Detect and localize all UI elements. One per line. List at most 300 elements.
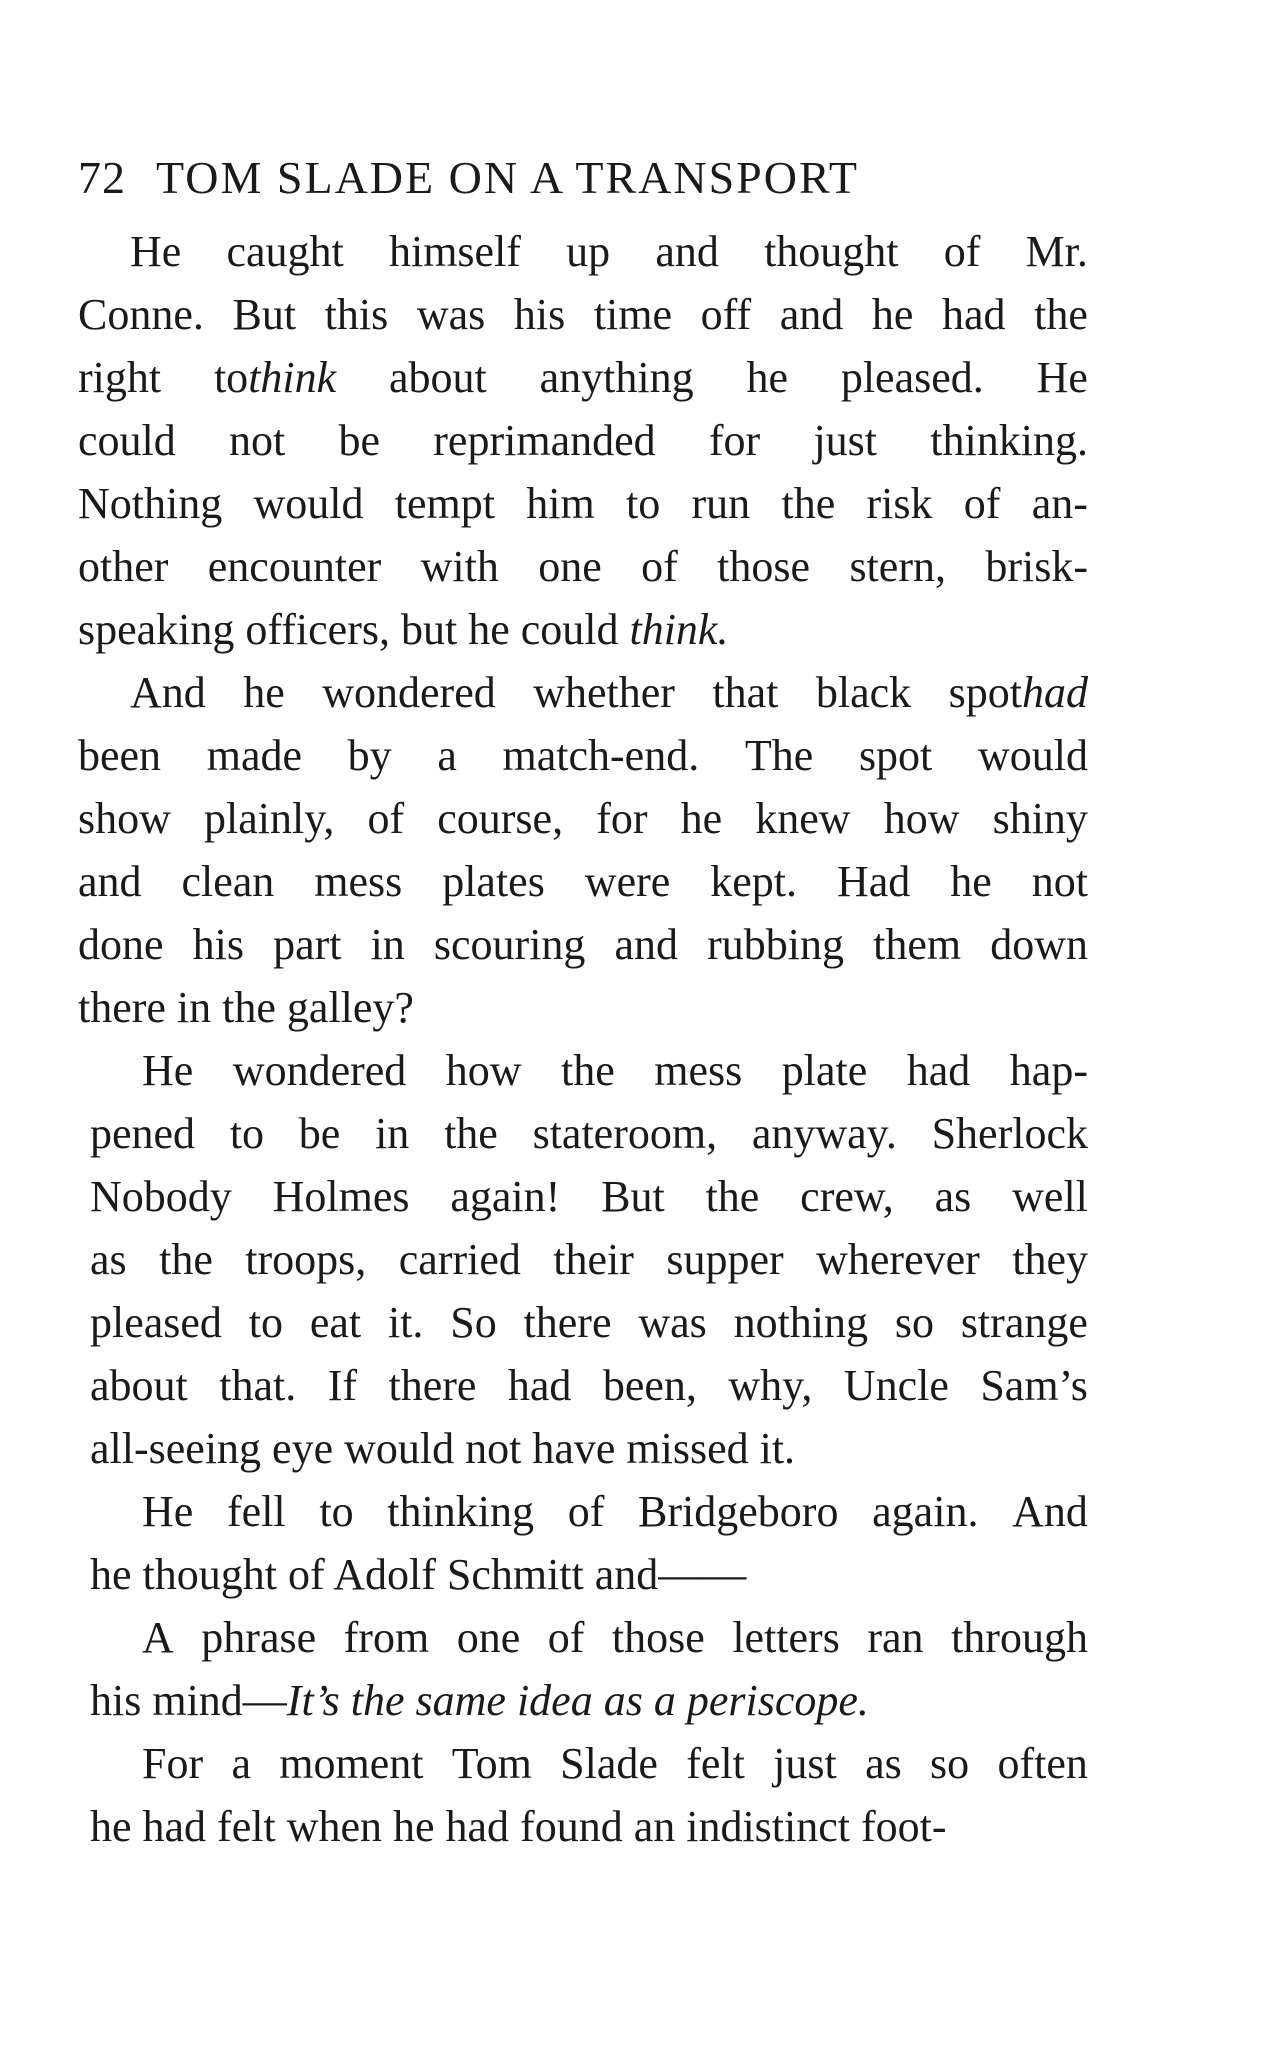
text-segment: scouring <box>433 920 586 969</box>
text-segment: He <box>142 1046 194 1095</box>
page-number: 72 <box>78 152 126 203</box>
word <box>78 346 161 409</box>
text-segment: He <box>142 1487 194 1536</box>
word <box>389 346 487 409</box>
text-segment: to <box>248 1298 283 1347</box>
word <box>159 1228 213 1291</box>
text-segment: plate <box>781 1046 868 1095</box>
text-segment: his mind— <box>90 1676 287 1725</box>
word <box>865 1732 902 1795</box>
text-segment: he <box>243 668 285 717</box>
word <box>712 661 778 724</box>
text-segment: phrase <box>201 1613 317 1662</box>
text-segment: down <box>990 920 1088 969</box>
word <box>232 283 296 346</box>
word <box>734 1291 868 1354</box>
text-segment: that <box>712 668 779 717</box>
text-segment: all-seeing eye would not have missed it. <box>90 1424 796 1473</box>
word <box>514 283 565 346</box>
word <box>728 1354 812 1417</box>
text-line <box>78 1354 1088 1417</box>
word <box>884 787 960 850</box>
text-segment: be <box>338 416 381 465</box>
text-segment: again! <box>450 1172 561 1221</box>
text-segment: of <box>547 1613 585 1662</box>
text-segment: of <box>943 227 981 276</box>
text-segment: had <box>906 1046 971 1095</box>
text-segment: thought <box>764 227 899 276</box>
text-segment: brisk- <box>985 542 1088 591</box>
text-segment: So <box>450 1298 497 1347</box>
text-segment: nothing <box>733 1298 869 1347</box>
word <box>437 787 563 850</box>
text-segment: had <box>507 1361 572 1410</box>
text-segment: for <box>708 416 761 465</box>
word <box>752 1102 897 1165</box>
text-segment: were <box>584 857 671 906</box>
text-segment: from <box>343 1613 430 1662</box>
text-segment: the <box>781 479 836 528</box>
word <box>299 1102 341 1165</box>
text-segment: up <box>566 227 611 276</box>
word <box>245 1228 366 1291</box>
text-line <box>78 913 1088 976</box>
word <box>935 1165 972 1228</box>
word <box>434 913 586 976</box>
word <box>78 850 142 913</box>
word <box>773 1732 837 1795</box>
text-segment: one <box>538 542 602 591</box>
word <box>540 346 694 409</box>
word <box>949 661 1088 724</box>
text-segment: made <box>206 731 303 780</box>
word <box>181 850 274 913</box>
text-segment: knew <box>755 794 851 843</box>
word <box>371 913 405 976</box>
word <box>452 1732 532 1795</box>
word <box>780 283 844 346</box>
word <box>538 535 602 598</box>
text-segment: he <box>746 353 788 402</box>
word <box>638 1291 706 1354</box>
text-segment: an- <box>1031 479 1088 528</box>
text-segment: and <box>78 857 142 906</box>
text-line <box>78 220 1088 283</box>
text-segment: again. <box>872 1487 979 1536</box>
word <box>710 850 797 913</box>
word <box>615 913 679 976</box>
word <box>816 661 911 724</box>
text-segment: often <box>997 1739 1088 1788</box>
word <box>387 1480 534 1543</box>
word <box>930 409 1088 472</box>
text-segment: himself <box>388 227 521 276</box>
text-segment: to <box>229 1109 265 1158</box>
text-segment: and <box>614 920 679 969</box>
word <box>1012 1165 1088 1228</box>
word <box>142 1732 203 1795</box>
text-segment: caught <box>226 227 344 276</box>
text-segment: a <box>437 731 457 780</box>
word <box>872 283 914 346</box>
text-segment: not <box>229 416 286 465</box>
word <box>985 535 1088 598</box>
text-segment: shiny <box>992 794 1088 843</box>
text-segment: stateroom, <box>532 1109 718 1158</box>
word <box>446 1039 522 1102</box>
paragraph <box>78 1606 1088 1732</box>
text-segment: Uncle <box>843 1361 949 1410</box>
paragraph <box>78 220 1088 661</box>
text-line <box>78 1732 1088 1795</box>
word <box>692 472 751 535</box>
text-segment: off <box>700 290 752 339</box>
word <box>450 1291 496 1354</box>
word <box>444 1102 498 1165</box>
word <box>201 1606 316 1669</box>
word <box>561 1039 615 1102</box>
word <box>319 1480 353 1543</box>
text-segment: But <box>601 1172 665 1221</box>
word <box>1026 220 1088 283</box>
text-segment: as <box>934 1172 972 1221</box>
text-segment: his <box>513 290 566 339</box>
text-segment: was <box>638 1298 707 1347</box>
word <box>325 283 389 346</box>
text-segment: just <box>773 1739 837 1788</box>
word <box>78 724 161 787</box>
text-segment: in <box>375 1109 410 1158</box>
text-line <box>78 346 1088 409</box>
word <box>78 535 168 598</box>
word <box>90 1165 232 1228</box>
word <box>219 1354 296 1417</box>
text-segment: not <box>1031 857 1088 906</box>
word <box>560 1732 658 1795</box>
italic-text: had <box>1021 668 1088 717</box>
word <box>399 1228 521 1291</box>
word <box>388 1354 476 1417</box>
text-segment: mess <box>314 857 403 906</box>
text-segment: there <box>388 1361 477 1410</box>
word <box>745 724 813 787</box>
word <box>78 787 171 850</box>
word <box>849 535 946 598</box>
text-line <box>78 1669 1088 1732</box>
text-line <box>78 1291 1088 1354</box>
word <box>873 913 961 976</box>
text-segment: troops, <box>245 1235 367 1284</box>
word <box>78 283 204 346</box>
text-segment: would <box>253 479 364 528</box>
word <box>895 1291 934 1354</box>
text-segment: encounter <box>207 542 382 591</box>
text-segment: of <box>567 1487 605 1536</box>
text-segment: it. <box>387 1298 424 1347</box>
text-segment: risk <box>866 479 933 528</box>
text-segment: the <box>1034 290 1088 339</box>
text-segment: in <box>370 920 405 969</box>
text-segment: anyway. <box>751 1109 897 1158</box>
text-segment: Had <box>836 857 911 906</box>
word <box>961 1291 1088 1354</box>
word <box>1032 472 1088 535</box>
text-segment: and <box>779 290 844 339</box>
word <box>207 724 302 787</box>
text-segment: pleased <box>90 1298 222 1347</box>
word <box>90 1354 188 1417</box>
word <box>1034 283 1088 346</box>
word <box>800 1165 894 1228</box>
text-line <box>78 1039 1088 1102</box>
text-segment: A <box>142 1613 174 1662</box>
word <box>78 472 222 535</box>
text-segment: had <box>941 290 1006 339</box>
word <box>344 1606 430 1669</box>
word <box>526 472 594 535</box>
text-segment: this <box>324 290 389 339</box>
text-segment: thinking <box>387 1487 534 1536</box>
word <box>130 661 206 724</box>
text-segment: by <box>347 731 392 780</box>
text-segment: their <box>553 1235 634 1284</box>
word <box>872 1480 978 1543</box>
word <box>755 787 850 850</box>
word <box>626 472 660 535</box>
text-segment: just <box>813 416 878 465</box>
text-segment: so <box>930 1739 970 1788</box>
word <box>1037 346 1088 409</box>
text-line <box>78 535 1088 598</box>
text-segment: pened <box>90 1109 196 1158</box>
word <box>231 1732 251 1795</box>
text-segment: how <box>445 1046 522 1095</box>
word <box>942 283 1006 346</box>
word <box>314 850 402 913</box>
text-segment: so <box>894 1298 934 1347</box>
text-segment: they <box>1012 1235 1088 1284</box>
word <box>214 346 336 409</box>
word <box>273 913 341 976</box>
text-segment: his <box>192 920 244 969</box>
word <box>524 1291 612 1354</box>
text-segment: about <box>389 353 487 402</box>
text-line <box>78 1606 1088 1669</box>
text-segment: of <box>641 542 678 591</box>
text-segment: how <box>883 794 960 843</box>
text-line <box>78 598 1088 661</box>
text-segment: But <box>232 290 297 339</box>
paragraph <box>78 1039 1088 1480</box>
text-segment: felt <box>686 1739 745 1788</box>
word <box>90 1291 222 1354</box>
word <box>686 1732 745 1795</box>
word <box>638 1480 838 1543</box>
text-segment: speaking officers, but he could <box>78 605 630 654</box>
word <box>601 1165 665 1228</box>
word <box>533 1102 718 1165</box>
word <box>990 913 1088 976</box>
paragraph <box>78 1480 1088 1606</box>
text-segment: Bridgeboro <box>638 1487 839 1536</box>
text-line <box>78 850 1088 913</box>
word <box>130 220 181 283</box>
text-segment: letters <box>732 1613 840 1662</box>
text-line <box>78 724 1088 787</box>
italic-text: think. <box>629 605 729 654</box>
text-segment: The <box>744 731 814 780</box>
text-segment: For <box>142 1739 204 1788</box>
text-segment: hap- <box>1009 1046 1088 1095</box>
text-segment: He <box>1036 353 1088 402</box>
text-segment: the <box>444 1109 498 1158</box>
text-line <box>78 1417 1088 1480</box>
word <box>709 409 760 472</box>
text-segment: And <box>130 668 206 717</box>
word <box>717 535 810 598</box>
text-segment: reprimanded <box>433 416 656 465</box>
italic-text: think <box>248 353 337 402</box>
text-segment: Nothing <box>78 479 223 528</box>
text-segment: done <box>78 920 164 969</box>
text-segment: If <box>327 1361 357 1410</box>
text-segment: mess <box>654 1046 743 1095</box>
word <box>813 409 877 472</box>
word <box>348 724 392 787</box>
word <box>204 787 334 850</box>
text-line <box>78 409 1088 472</box>
text-segment: fell <box>227 1487 286 1536</box>
text-line <box>78 661 1088 724</box>
word <box>328 1354 357 1417</box>
text-segment: run <box>691 479 751 528</box>
text-segment: wondered <box>232 1046 407 1095</box>
text-line <box>78 283 1088 346</box>
text-segment: carried <box>398 1235 521 1284</box>
word <box>503 724 700 787</box>
text-segment: black <box>815 668 912 717</box>
word <box>997 1732 1087 1795</box>
word <box>951 1606 1088 1669</box>
text-segment: the <box>159 1235 213 1284</box>
word <box>964 472 1001 535</box>
text-line <box>78 787 1088 850</box>
text-segment: could <box>78 416 176 465</box>
word <box>437 724 457 787</box>
word <box>339 409 381 472</box>
word <box>90 1102 195 1165</box>
word <box>654 1039 742 1102</box>
word <box>596 787 647 850</box>
text-segment: stern, <box>849 542 946 591</box>
word <box>666 1228 783 1291</box>
text-segment: thinking. <box>930 416 1088 465</box>
text-segment: him <box>526 479 595 528</box>
text-segment: show <box>78 794 171 843</box>
word <box>859 724 932 787</box>
word <box>594 283 672 346</box>
word <box>837 850 910 913</box>
word <box>816 1228 980 1291</box>
word <box>142 1480 193 1543</box>
word <box>1032 850 1088 913</box>
text-segment: of <box>963 479 1001 528</box>
text-line <box>78 1480 1088 1543</box>
word <box>980 1354 1088 1417</box>
text-segment: Nobody <box>90 1172 232 1221</box>
word <box>841 346 984 409</box>
text-line <box>78 472 1088 535</box>
word <box>707 913 844 976</box>
word <box>310 1291 361 1354</box>
text-segment: there <box>523 1298 612 1347</box>
text-segment: through <box>951 1613 1088 1662</box>
text-segment: there in the galley? <box>78 983 414 1032</box>
word <box>867 472 933 535</box>
word <box>1010 1039 1088 1102</box>
text-segment: with <box>420 542 499 591</box>
word <box>566 220 610 283</box>
text-segment: pleased. <box>840 353 984 402</box>
word <box>90 1228 127 1291</box>
text-segment: moment <box>279 1739 424 1788</box>
text-segment: one <box>456 1613 521 1662</box>
word <box>641 535 678 598</box>
word <box>585 850 671 913</box>
word <box>193 913 244 976</box>
word <box>681 787 723 850</box>
word <box>388 1291 423 1354</box>
word <box>254 472 364 535</box>
text-segment: rubbing <box>707 920 845 969</box>
word <box>322 661 496 724</box>
text-segment: would <box>977 731 1088 780</box>
word <box>568 1480 605 1543</box>
word <box>395 472 495 535</box>
word <box>612 1606 705 1669</box>
text-segment: to <box>626 479 661 528</box>
word <box>421 535 499 598</box>
word <box>978 724 1088 787</box>
word <box>450 1165 560 1228</box>
word <box>930 1732 969 1795</box>
word <box>932 1102 1088 1165</box>
text-segment: about <box>90 1361 188 1410</box>
word <box>844 1354 949 1417</box>
word <box>279 1732 423 1795</box>
text-segment: spot <box>858 731 933 780</box>
text-segment: He <box>130 227 182 276</box>
word <box>243 661 285 724</box>
word <box>78 409 176 472</box>
text-line <box>78 1228 1088 1291</box>
word <box>442 850 545 913</box>
word <box>732 1606 840 1669</box>
paragraph <box>78 661 1088 1039</box>
word <box>781 472 835 535</box>
word <box>867 1606 923 1669</box>
word <box>273 1165 410 1228</box>
text-segment: that. <box>219 1361 297 1410</box>
text-segment: well <box>1012 1172 1088 1221</box>
text-segment: to <box>213 353 249 402</box>
word <box>208 535 381 598</box>
word <box>1012 1228 1088 1291</box>
word <box>907 1039 971 1102</box>
text-segment: time <box>593 290 673 339</box>
text-segment: be <box>298 1109 341 1158</box>
text-segment: the <box>705 1172 760 1221</box>
